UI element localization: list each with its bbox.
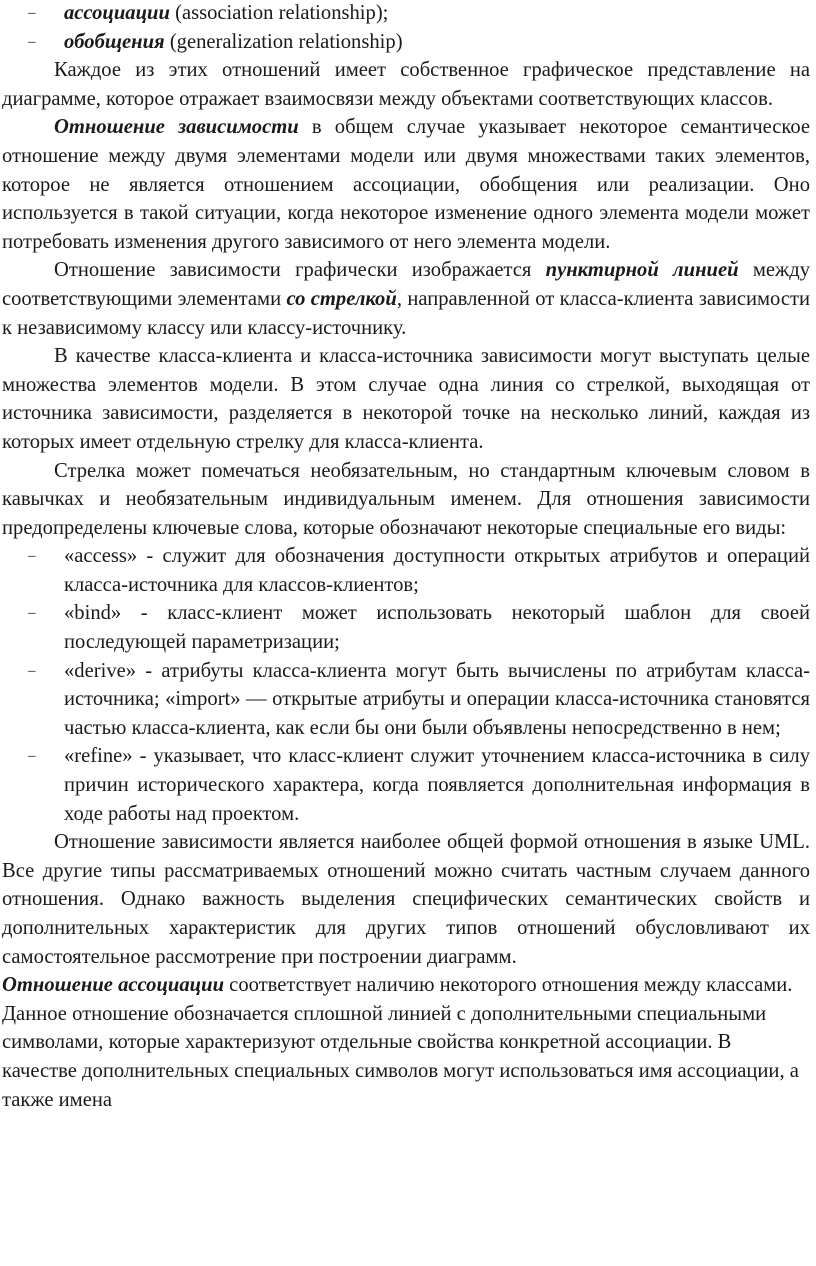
paragraph-relations-graphics: Каждое из этих отношений имеет собственное графическое представление на диаграмме, которое отражает взаимосвязи между объектами соответствующих классов. xyxy=(2,59,810,110)
list-dash: – xyxy=(28,605,36,622)
term-generalization: обобщения xyxy=(64,30,165,53)
list-dash: – xyxy=(28,33,36,50)
term-association: ассоциации xyxy=(64,2,170,24)
keyword-item-text: «bind» - класс-клиент может использовать некоторый шаблон для своей последующей параметризации; xyxy=(64,602,810,654)
keyword-item-bind xyxy=(2,599,810,656)
paragraph-text: соответствует наличию некоторого отношения между классами. Данное отношение обозначается сплошной линией с дополнительными специальными символами, которые характеризуют отдельные свойства конкретной ассоциации. В качестве дополнительных специальных символов могут использоваться имя ассоциации, а также имена xyxy=(2,974,799,1111)
term-dashed-line: пунктирной линией xyxy=(545,259,739,282)
term-with-arrow: со стрелкой xyxy=(286,287,397,310)
list-dash: – xyxy=(28,662,36,679)
list-item-text: (generalization relationship) xyxy=(164,30,403,53)
keyword-item-text: «refine» - указывает, что класс-клиент служит уточнением класса-источника в силу причин исторического характера, когда появляется дополнительная информация в ходе работы над проектом. xyxy=(64,745,810,825)
term-dependency: Отношение зависимости xyxy=(54,116,299,139)
paragraph-association-definition xyxy=(2,971,810,1114)
paragraph-text: Отношение зависимости графически изображается xyxy=(54,259,546,282)
keyword-item-derive xyxy=(2,657,810,743)
paragraph-dependency-notation xyxy=(2,256,810,342)
list-item-text: (association relationship); xyxy=(169,2,389,24)
list-item-generalization xyxy=(2,28,810,57)
paragraph-text: между соответствующими элементами xyxy=(2,259,811,310)
paragraph-keywords-intro: Стрелка может помечаться необязательным, но стандартным ключевым словом в кавычках и необязательным индивидуальным именем. Для отношения зависимости предопределены ключевые слова, которые обозначают некоторые специальные его виды: xyxy=(2,459,810,539)
paragraph-text: в общем случае указывает некоторое семантическое отношение между двумя элементами модели или двумя множествами таких элементов, которое не является отношением ассоциации, обобщения или реализации. Оно используется в такой ситуации, когда некоторое изменение одного элемента модели может потребовать изменения другого зависимого от него элемента модели. xyxy=(2,116,811,253)
paragraph-text: , направленной от класса-клиента зависимости к независимому классу или классу-источнику. xyxy=(2,287,810,339)
list-dash: – xyxy=(28,548,36,565)
paragraph-dependency-general: Отношение зависимости является наиболее общей формой отношения в языке UML. Все другие типы рассматриваемых отношений можно считать частным случаем данного отношения. Однако важность выделения специфических семантических свойств и дополнительных характеристик для других типов отношений обусловливают их самостоятельное рассмотрение при построении диаграмм. xyxy=(2,831,810,968)
list-dash: – xyxy=(28,748,36,765)
keyword-item-text: «derive» - атрибуты класса-клиента могут быть вычислены по атрибутам класса-источника; «import» — открытые атрибуты и операции класса-источника становятся частью класса-клиента, как если бы они были объявлены непосредственно в нем; xyxy=(64,659,810,739)
keyword-item-access xyxy=(2,542,810,599)
paragraph-dependency-definition xyxy=(2,113,810,256)
keyword-item-refine xyxy=(2,742,810,828)
term-association-relation: Отношение ассоциации xyxy=(2,974,225,997)
paragraph-dependency-sets: В качестве класса-клиента и класса-источника зависимости могут выступать целые множества элементов модели. В этом случае одна линия со стрелкой, выходящая от источника зависимости, разделяется в некоторой точке на несколько линий, каждая из которых имеет отдельную стрелку для класса-клиента. xyxy=(2,345,810,453)
list-dash: – xyxy=(28,5,36,21)
keyword-item-text: «access» - служит для обозначения доступности открытых атрибутов и операций класса-источника для классов-клиентов; xyxy=(64,545,810,596)
list-item-association xyxy=(2,0,810,28)
